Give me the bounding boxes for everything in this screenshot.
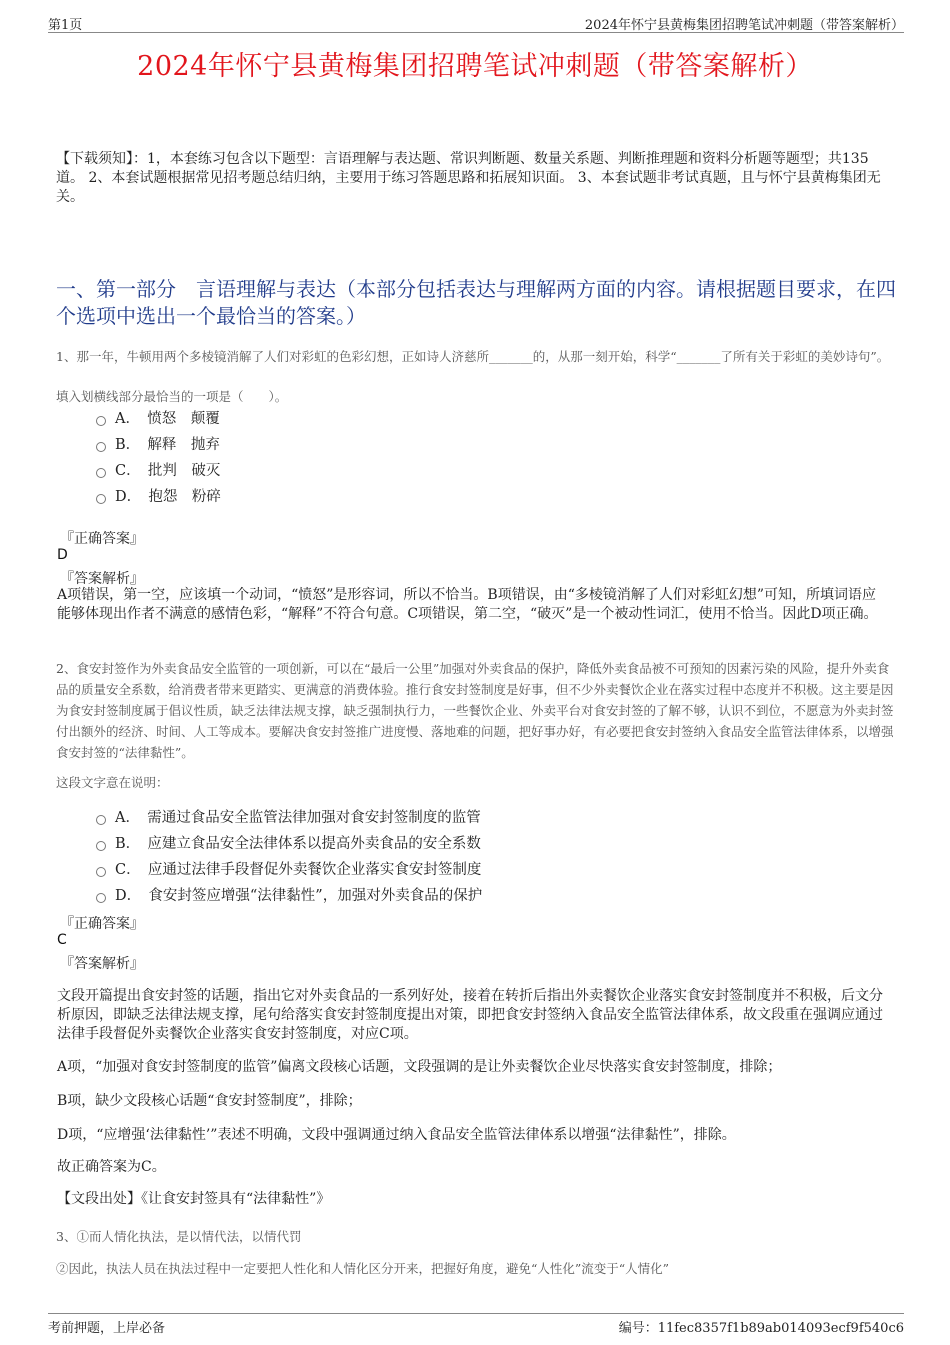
radio-icon[interactable] xyxy=(96,841,106,851)
q2-option-d[interactable]: D． 食安封签应增强“法律黏性”，加强对外卖食品的保护 xyxy=(96,883,482,909)
q3-stem-1: 3、①而人情化执法，是以情代法，以情代罚 xyxy=(56,1229,302,1244)
q1-analysis-label: 『答案解析』 xyxy=(60,571,144,587)
q1-analysis: A项错误，第一空，应该填一个动词，“愤怒”是形容词，所以不恰当。B项错误，由“多棱镜消解了人们对彩虹幻想”可知，所填词语应能够体现出作者不满意的感情色彩，“解释”不符合句意。C项错误，第二空，“破灭”是一个被动性词汇，使用不恰当。因此D项正确。 xyxy=(57,587,878,622)
footer-slogan: 考前押题，上岸必备 xyxy=(48,1321,166,1336)
header-doc-title: 2024年怀宁县黄梅集团招聘笔试冲刺题（带答案解析） xyxy=(584,18,904,33)
page-header xyxy=(48,14,904,33)
page-footer xyxy=(48,1313,904,1335)
download-notice: 【下载须知】：1，本套练习包含以下题型：言语理解与表达题、常识判断题、数量关系题、判断推理题和资料分析题等题型；共135道。 2、本套试题根据常见招考题总结归纳，主要用于练习答题思路和拓展知识面。 3、本套试题非考试真题，且与怀宁县黄梅集团无关。 xyxy=(56,151,881,205)
q1-answer-label: 『正确答案』 xyxy=(60,531,144,547)
q2-analysis-para-3: B项，缺少文段核心话题“食安封签制度”，排除； xyxy=(57,1093,362,1109)
q2-stem: 2、食安封签作为外卖食品安全监管的一项创新，可以在“最后一公里”加强对外卖食品的保护，降低外卖食品被不可预知的因素污染的风险，提升外卖食品的质量安全系数，给消费者带来更踏实、更满意的消费体验。推行食安封签制度是好事，但不少外卖餐饮企业在落实过程中态度并不积极。这主要是因为食安封签制度属于倡议性质，缺乏法律法规支撑，缺乏强制执行力，一些餐饮企业、外卖平台对食安封签的了解不够，认识不到位，不愿意为外卖封签付出额外的经济、时间、人工等成本。要解决食安封签推广进度慢、落地难的问题，把好事办好，有必要把食安封签纳入食品安全监管法律体系，以增强食安封签的“法律黏性”。 xyxy=(56,661,894,760)
q2-analysis-para-4: D项，“应增强‘法律黏性’”表述不明确，文段中强调通过纳入食品安全监管法律体系以增强“法律黏性”，排除。 xyxy=(57,1127,736,1143)
q1-option-d[interactable]: D． 抱怨 粉碎 xyxy=(96,484,221,510)
radio-icon[interactable] xyxy=(96,442,106,452)
radio-icon[interactable] xyxy=(96,468,106,478)
q2-analysis-label: 『答案解析』 xyxy=(60,956,144,972)
q1-answer: D xyxy=(57,547,68,563)
q2-source: 【文段出处】《让食安封签具有“法律黏性”》 xyxy=(57,1191,331,1207)
q3-stem-2: ②因此，执法人员在执法过程中一定要把人性化和人情化区分开来，把握好角度，避免“人性化”流变于“人情化” xyxy=(56,1261,670,1276)
q2-analysis-para-1: 文段开篇提出食安封签的话题，指出它对外卖食品的一系列好处，接着在转折后指出外卖餐饮企业落实食安封签制度并不积极，后文分析原因，即缺乏法律法规支撑，尾句给落实食安封签制度提出对策，即把食安封签纳入食品安全监管法律体系，故文段重在强调应通过法律手段督促外卖餐饮企业落实食安封签制度，对应C项。 xyxy=(57,988,883,1042)
q1-prompt: 填入划横线部分最恰当的一项是（ ）。 xyxy=(56,389,288,404)
page-number: 第1页 xyxy=(48,18,83,33)
radio-icon[interactable] xyxy=(96,893,106,903)
radio-icon[interactable] xyxy=(96,416,106,426)
radio-icon[interactable] xyxy=(96,867,106,877)
q2-answer: C xyxy=(57,932,67,948)
q1-stem: 1、那一年，牛顿用两个多棱镜消解了人们对彩虹的色彩幻想，正如诗人济慈所_______的，从那一刻开始，科学“_______了所有关于彩虹的美妙诗句”。 xyxy=(56,349,890,364)
q2-option-c[interactable]: C． 应通过法律手段督促外卖餐饮企业落实食安封签制度 xyxy=(96,857,482,883)
q2-option-b[interactable]: B． 应建立食品安全法律体系以提高外卖食品的安全系数 xyxy=(96,831,482,857)
radio-icon[interactable] xyxy=(96,494,106,504)
q2-option-a[interactable]: A． 需通过食品安全监管法律加强对食安封签制度的监管 xyxy=(96,805,482,831)
q1-options xyxy=(96,406,221,510)
q1-option-c[interactable]: C． 批判 破灭 xyxy=(96,458,221,484)
q1-option-a[interactable]: A． 愤怒 颠覆 xyxy=(96,406,221,432)
q2-analysis-para-2: A项，“加强对食安封签制度的监管”偏离文段核心话题，文段强调的是让外卖餐饮企业尽快落实食安封签制度，排除； xyxy=(57,1059,782,1075)
q2-answer-label: 『正确答案』 xyxy=(60,916,144,932)
section-title: 一、第一部分 言语理解与表达（本部分包括表达与理解两方面的内容。请根据题目要求，在四个选项中选出一个最恰当的答案。） xyxy=(56,277,896,328)
q2-prompt: 这段文字意在说明： xyxy=(56,775,169,790)
document-title: 2024年怀宁县黄梅集团招聘笔试冲刺题（带答案解析） xyxy=(137,51,813,82)
radio-icon[interactable] xyxy=(96,815,106,825)
q1-option-b[interactable]: B． 解释 抛弃 xyxy=(96,432,221,458)
footer-code: 编号：11fec8357f1b89ab014093ecf9f540c6 xyxy=(618,1321,904,1336)
q2-analysis-para-5: 故正确答案为C。 xyxy=(57,1159,166,1175)
q2-options xyxy=(96,805,482,909)
